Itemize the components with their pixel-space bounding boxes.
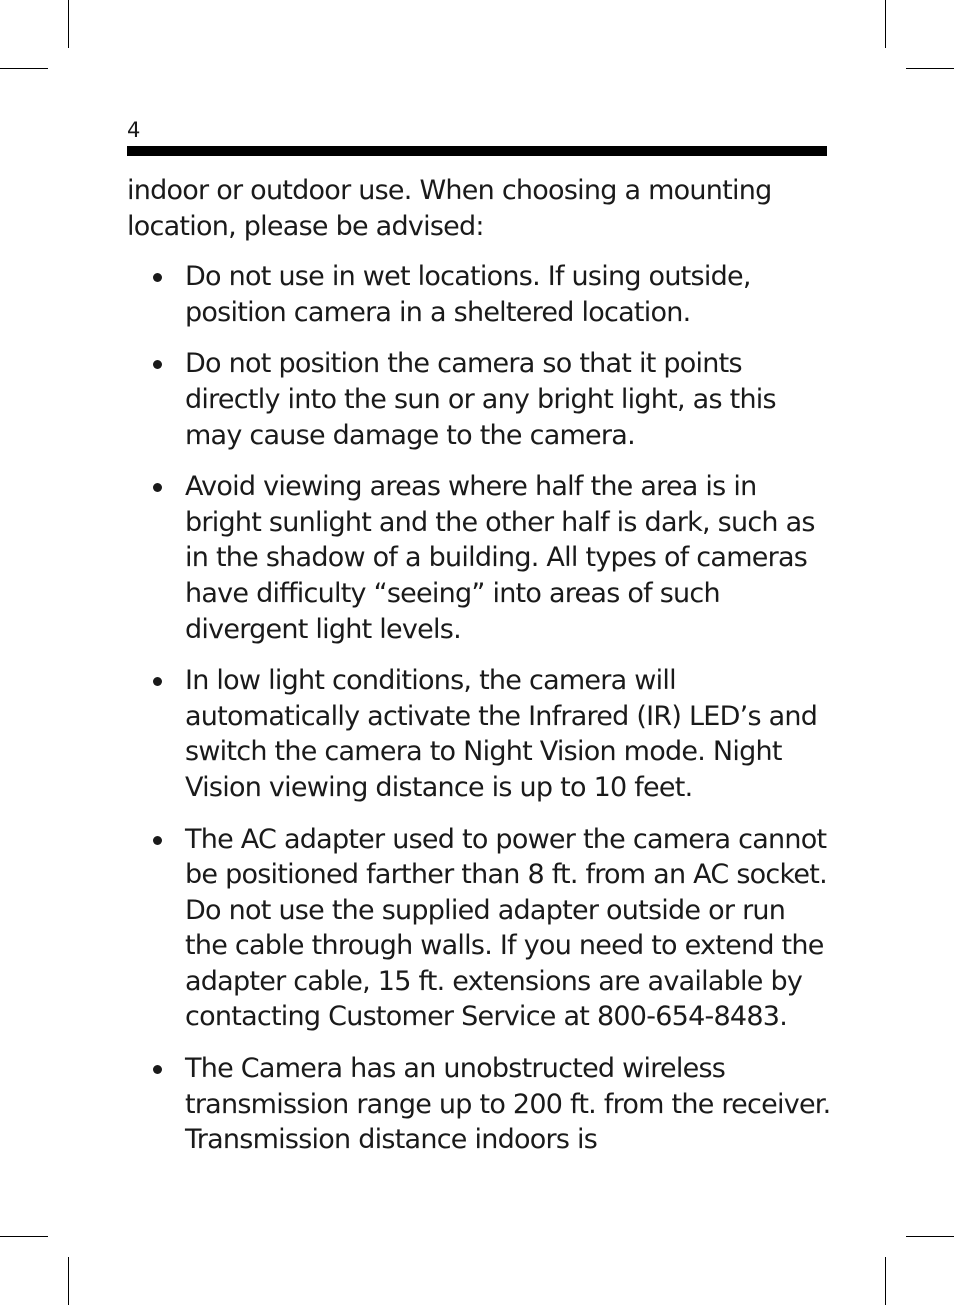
crop-mark-bottom-left-vertical	[68, 1257, 69, 1305]
advisory-list	[127, 259, 832, 1158]
list-item-text: The Camera has an unobstructed wireless transmission range up to 200 ft. from the receiver. Transmission distance indoors is	[185, 1053, 831, 1156]
list-item	[127, 1051, 832, 1158]
bullet-dot-icon	[153, 836, 162, 845]
list-item-text: Do not use in wet locations. If using outside, position camera in a sheltered location.	[185, 261, 751, 328]
crop-mark-top-right-horizontal	[906, 68, 954, 69]
list-item	[127, 663, 832, 805]
crop-mark-bottom-left-horizontal	[0, 1236, 48, 1237]
bullet-dot-icon	[153, 677, 162, 686]
bullet-dot-icon	[153, 273, 162, 282]
list-item	[127, 822, 832, 1036]
crop-mark-top-left-vertical	[68, 0, 69, 48]
header-rule	[127, 146, 827, 156]
bullet-dot-icon	[153, 1065, 162, 1074]
bullet-dot-icon	[153, 483, 162, 492]
list-item-text: In low light conditions, the camera will automatically activate the Infrared (IR) LED’s and switch the camera to Night Vision mode. Night Vision viewing distance is up to 10 feet.	[185, 665, 818, 803]
list-item-text: Do not position the camera so that it points directly into the sun or any bright light, as this may cause damage to the camera.	[185, 348, 776, 451]
list-item	[127, 346, 832, 453]
list-item-text: The AC adapter used to power the camera cannot be positioned farther than 8 ft. from an AC socket. Do not use the supplied adapter outside or run the cable through walls. If you need to extend the adapter cable, 15 ft. extensions are available by contacting Customer Service at 800-654-8483.	[185, 823, 827, 1033]
list-item	[127, 469, 832, 647]
bullet-dot-icon	[153, 360, 162, 369]
crop-mark-bottom-right-horizontal	[906, 1236, 954, 1237]
crop-mark-top-left-horizontal	[0, 68, 48, 69]
crop-mark-bottom-right-vertical	[885, 1257, 886, 1305]
intro-paragraph: indoor or outdoor use. When choosing a mounting location, please be advised:	[127, 175, 772, 242]
list-item-text: Avoid viewing areas where half the area is in bright sunlight and the other half is dark, such as in the shadow of a building. All types of cameras have difficulty “seeing” into areas of such divergent light levels.	[185, 471, 815, 645]
crop-mark-top-right-vertical	[885, 0, 886, 48]
page-body	[127, 173, 832, 1174]
page-number: 4	[127, 118, 141, 142]
list-item	[127, 259, 832, 330]
